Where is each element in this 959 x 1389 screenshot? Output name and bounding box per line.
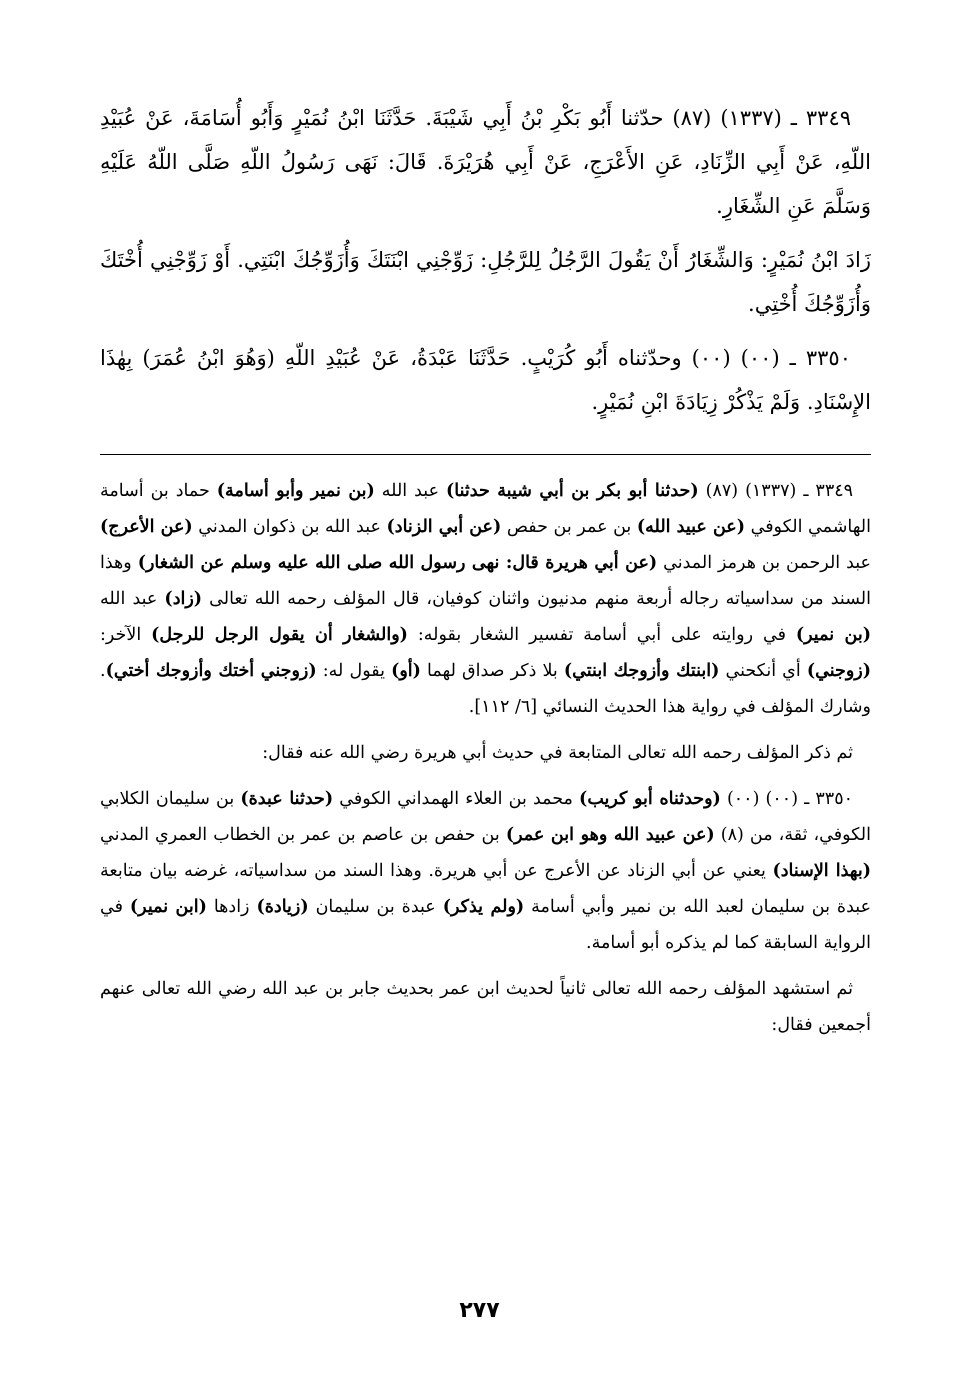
text-run: أي أنكحني xyxy=(719,661,807,681)
text-run: عبد الله xyxy=(100,589,165,609)
divider-line xyxy=(100,454,871,455)
text-run: بن سليمان الكلابي الكوفي، ثقة، من (٨) xyxy=(100,789,872,845)
bold-text-run: (حدثنا عبدة) xyxy=(240,789,334,809)
text-run: ٣٣٥٠ ـ (٠٠) (٠٠) xyxy=(720,789,853,809)
hadith-3349-addition: زَادَ ابْنُ نُمَيْرٍ: وَالشِّغَارُ أَنْ يَقُولَ الرَّجُلُ لِلرَّجُلِ: زَوِّجْنِي ابْنَتَكَ وَأُزَوِّجُكَ ابْنَتِي. أَوْ زَوِّجْنِي أُخْتَكَ وَأُزَوِّجُكَ أُخْتِي. xyxy=(100,248,871,316)
text-run: بن عمر بن حفص xyxy=(501,517,637,537)
page-body xyxy=(100,96,871,1053)
text-run: في الرواية السابقة كما لم يذكره أبو أسامة. xyxy=(100,897,871,953)
bold-text-run: (عن الأعرج) xyxy=(100,517,193,537)
bold-text-run: (وحدثناه أبو كريب) xyxy=(579,789,721,809)
bold-text-run: (بن نمير وأبو أسامة) xyxy=(216,481,375,501)
bold-text-run: (عن أبي الزناد) xyxy=(386,517,502,537)
text-run: زادها xyxy=(206,897,257,917)
bold-text-run: (ولم يذكر) xyxy=(442,897,525,917)
text-run: بن حفص بن عاصم بن عمر بن الخطاب العمري المدني xyxy=(100,825,506,845)
text-run: ثم استشهد المؤلف رحمه الله تعالى ثانياً لحديث ابن عمر بحديث جابر بن عبد الله رضي الله تعالى عنهم أجمعين فقال: xyxy=(100,979,871,1035)
text-run: حماد بن أسامة الهاشمي الكوفي xyxy=(100,481,871,537)
commentary-section xyxy=(100,473,871,1043)
bold-text-run: (ابنتك وأزوجك ابنتي) xyxy=(563,661,720,681)
bold-text-run: (زوجني) xyxy=(806,661,872,681)
commentary-paragraph-transition-1 xyxy=(100,735,871,771)
page-number: ٢٧٧ xyxy=(459,1298,500,1323)
bold-text-run: (أو) xyxy=(391,661,421,681)
bold-text-run: (ابن نمير) xyxy=(129,897,207,917)
text-run: بلا ذكر صداق لهما xyxy=(420,661,564,681)
bold-text-run: (عن عبيد الله) xyxy=(636,517,746,537)
text-run: وهذا السند من سداسياته رجاله أربعة منهم مدنيون واثنان كوفيان، قال المؤلف رحمه الله تعالى xyxy=(100,553,871,609)
text-run: . وشارك المؤلف في رواية هذا الحديث النسائي [٦/ ١١٢]. xyxy=(100,661,871,717)
text-run: عبد الله بن ذكوان المدني xyxy=(192,517,387,537)
text-run: عبدة بن سليمان xyxy=(308,897,443,917)
hadith-section xyxy=(100,96,871,424)
text-run: في روايته على أبي أسامة تفسير الشغار بقوله: xyxy=(407,625,796,645)
hadith-3350-text: ٣٣٥٠ ـ (٠٠) (٠٠) وحدّثناه أَبُو كُرَيْبٍ. حَدَّثَنَا عَبْدَةُ، عَنْ عُبَيْدِ اللّهِ (وَهُوَ ابْنُ عُمَرَ) بِهٰذَا الإِسْنَادِ. وَلَمْ يَذْكُرْ زِيَادَةَ ابْنِ نُمَيْرٍ. xyxy=(100,346,871,414)
bold-text-run: (زيادة) xyxy=(256,897,309,917)
bold-text-run: (بهذا الإسناد) xyxy=(772,861,871,881)
bold-text-run: (والشغار أن يقول الرجل للرجل) xyxy=(151,625,408,645)
commentary-paragraph-3349 xyxy=(100,473,871,725)
text-run: عبد الله xyxy=(374,481,447,501)
bold-text-run: (زوجني أختك وأزوجك أختي) xyxy=(105,661,317,681)
text-run: عبد الرحمن بن هرمز المدني xyxy=(657,553,872,573)
text-run: الآخر: xyxy=(100,625,152,645)
text-run: محمد بن العلاء الهمداني الكوفي xyxy=(333,789,580,809)
bold-text-run: (زاد) xyxy=(164,589,203,609)
bold-text-run: (عن عبيد الله وهو ابن عمر) xyxy=(505,825,715,845)
bold-text-run: (بن نمير) xyxy=(795,625,871,645)
text-run: ٣٣٤٩ ـ (١٣٣٧) (٨٧) xyxy=(698,481,854,501)
commentary-paragraph-3350 xyxy=(100,781,871,961)
text-run: يقول له: xyxy=(316,661,392,681)
text-run: يعني عن أبي الزناد عن الأعرج عن أبي هريرة. وهذا السند من سداسياته، غرضه بيان متابعة عبدة بن سليمان لعبد الله بن نمير وأبي أسامة xyxy=(100,861,872,917)
bold-text-run: (حدثنا أبو بكر بن أبي شيبة حدثنا) xyxy=(446,481,699,501)
text-run: ثم ذكر المؤلف رحمه الله تعالى المتابعة في حديث أبي هريرة رضي الله عنه فقال: xyxy=(262,743,853,763)
hadith-3349-text: ٣٣٤٩ ـ (١٣٣٧) (٨٧) حدّثنا أَبُو بَكْرِ بْنُ أَبِي شَيْبَةَ. حَدَّثَنَا ابْنُ نُمَيْرٍ وَأَبُو أُسَامَةَ، عَنْ عُبَيْدِ اللّهِ، عَنْ أَبِي الزِّنَادِ، عَنِ الأَعْرَجِ، عَنْ أَبِي هُرَيْرَةَ. قَالَ: نَهَى رَسُولُ اللّهِ صَلَّى اللّهُ عَلَيْهِ وَسَلَّمَ عَنِ الشِّغَارِ. xyxy=(100,106,871,218)
commentary-paragraph-transition-2 xyxy=(100,971,871,1043)
bold-text-run: (عن أبي هريرة قال: نهى رسول الله صلى الله عليه وسلم عن الشغار) xyxy=(137,553,658,573)
